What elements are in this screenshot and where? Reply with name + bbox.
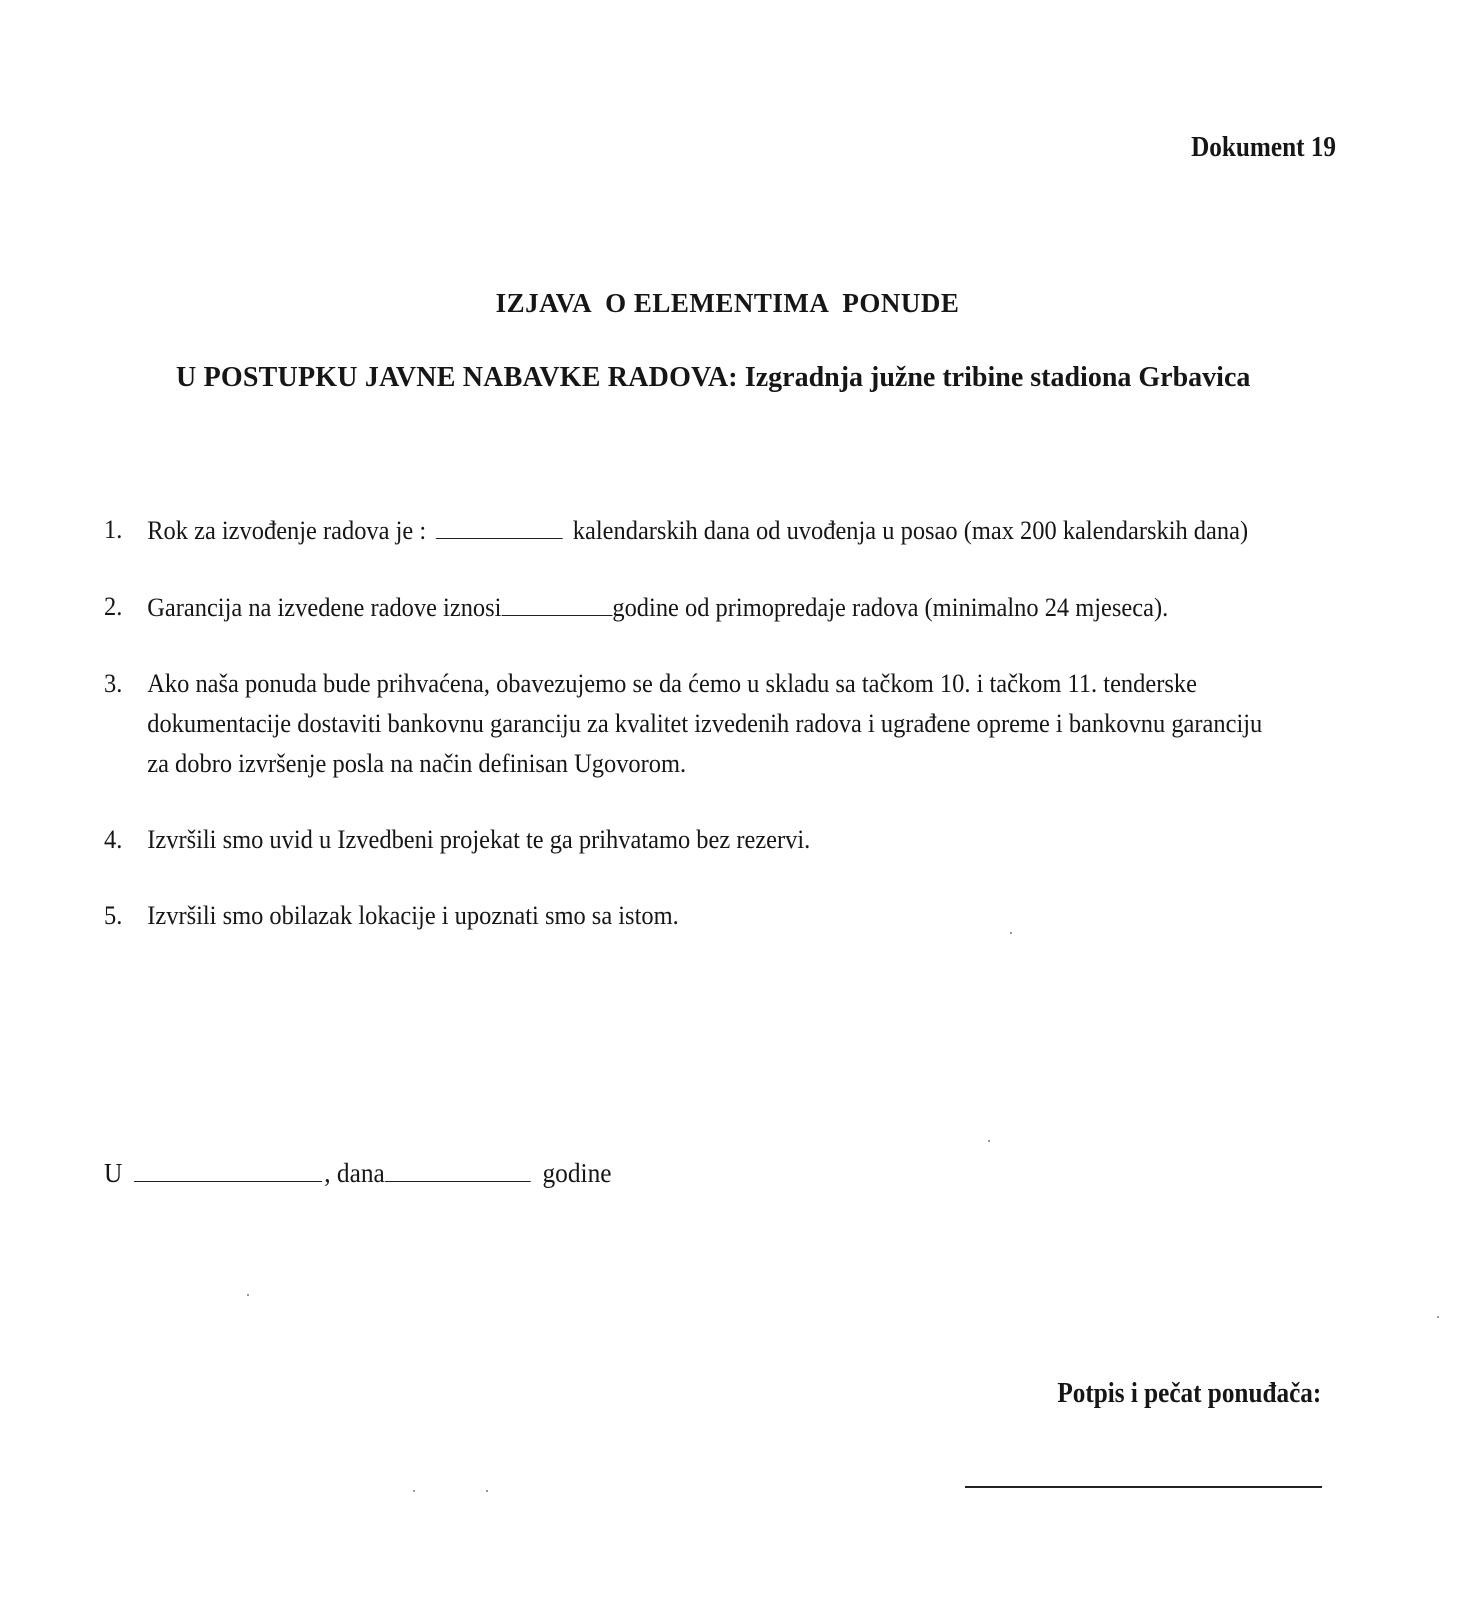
place-date-line bbox=[104, 1153, 612, 1189]
scan-speck bbox=[988, 1140, 990, 1142]
item-text: Izvršili smo uvid u Izvedbeni projekat te ga prihvatamo bez rezervi. bbox=[147, 825, 811, 854]
item-text-after: godine od primopredaje radova (minimalno 24 mjeseca). bbox=[612, 593, 1169, 622]
declaration-list bbox=[104, 510, 1344, 972]
item-number: 5. bbox=[104, 901, 123, 930]
project-name: Izgradnja južne tribine stadiona Grbavica bbox=[744, 362, 1251, 393]
year-suffix: godine bbox=[542, 1158, 612, 1188]
document-number: Dokument 19 bbox=[1191, 132, 1336, 163]
list-item-project-review bbox=[104, 820, 1270, 860]
procurement-label: U POSTUPKU JAVNE NABAVKE RADOVA: bbox=[176, 362, 738, 393]
item-number: 3. bbox=[104, 669, 123, 698]
scan-speck bbox=[413, 1490, 415, 1492]
scan-speck bbox=[247, 1294, 249, 1296]
item-number: 1. bbox=[104, 515, 123, 544]
date-prefix: , dana bbox=[324, 1158, 385, 1188]
scan-speck bbox=[1437, 1316, 1439, 1318]
item-text-after: kalendarskih dana od uvođenja u posao (max 200 kalendarskih dana) bbox=[572, 516, 1249, 545]
item-text-before: Garancija na izvedene radove iznosi bbox=[147, 593, 502, 622]
list-item-site-visit bbox=[104, 896, 1270, 936]
item-number: 2. bbox=[104, 592, 123, 621]
list-item-guarantee bbox=[104, 664, 1275, 784]
item-number: 4. bbox=[104, 825, 123, 854]
document-title-text: IZJAVA O ELEMENTIMA PONUDE bbox=[495, 288, 960, 318]
signature-label: Potpis i pečat ponuđača: bbox=[1057, 1378, 1321, 1409]
signature-line[interactable] bbox=[965, 1486, 1322, 1488]
list-item-warranty bbox=[104, 587, 1270, 628]
scan-speck bbox=[486, 1490, 488, 1492]
place-field[interactable] bbox=[134, 1153, 322, 1182]
deadline-days-field[interactable] bbox=[436, 510, 563, 539]
scan-speck bbox=[1010, 932, 1012, 934]
item-text: Ako naša ponuda bude prihvaćena, obavezujemo se da ćemo u skladu sa tačkom 10. i tačkom 11. tenderske dokumentacije dostaviti bankovnu garanciju za kvalitet izvedenih radova i ugrađene opreme i bankovnu garanciju za dobro izvršenje posla na način definisan Ugovorom. bbox=[147, 669, 1263, 778]
warranty-years-field[interactable] bbox=[501, 587, 612, 616]
document-subtitle bbox=[176, 362, 1250, 394]
date-field[interactable] bbox=[385, 1153, 531, 1182]
document-title bbox=[0, 288, 1467, 319]
item-text: Izvršili smo obilazak lokacije i upoznati smo sa istom. bbox=[147, 901, 679, 930]
list-item-deadline bbox=[104, 510, 1270, 551]
item-text-before: Rok za izvođenje radova je : bbox=[147, 516, 427, 545]
place-prefix: U bbox=[104, 1158, 123, 1188]
